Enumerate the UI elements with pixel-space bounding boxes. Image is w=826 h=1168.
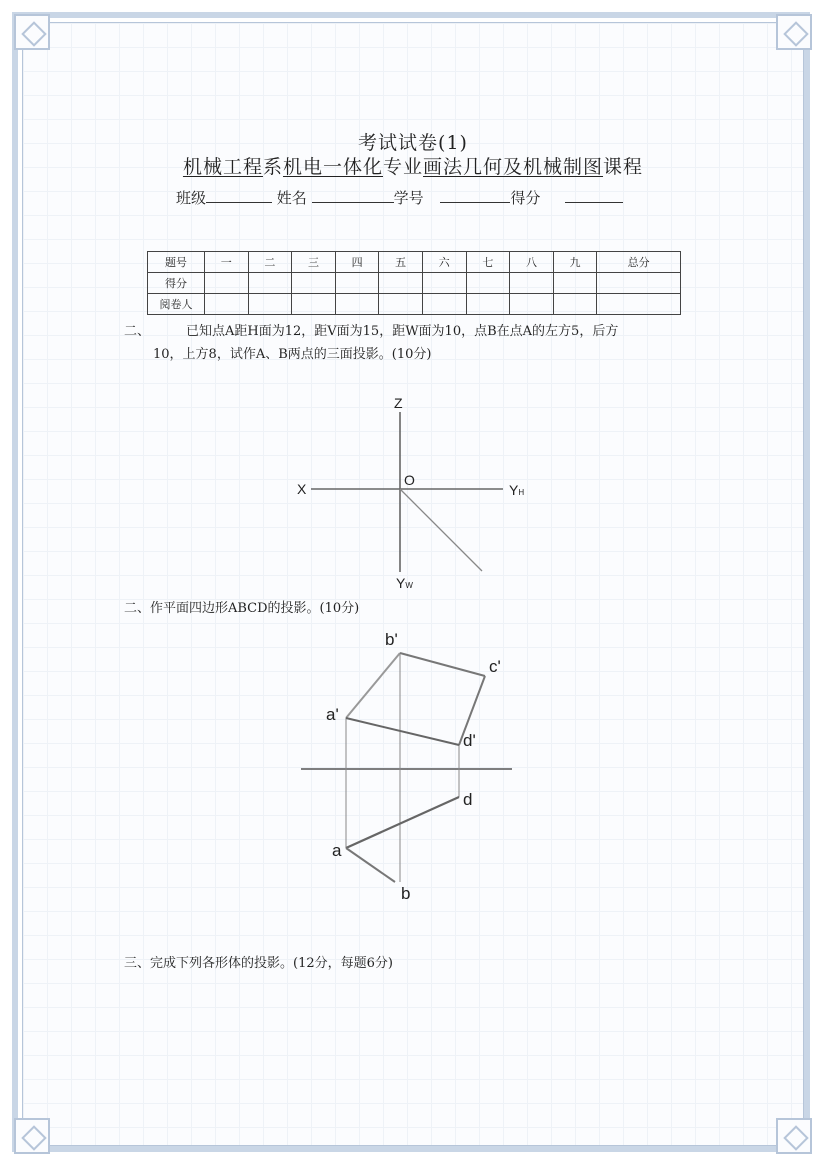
yh-subscript: H [518, 488, 525, 497]
table-header-cell: 八 [510, 252, 554, 273]
row-label: 得分 [148, 273, 205, 294]
subtitle-text: 系 [262, 156, 283, 178]
question-3-text: 三、完成下列各形体的投影。(12分，每题6分) [124, 956, 393, 971]
table-header-cell: 六 [422, 252, 466, 273]
exam-title: 考试试卷(1) [358, 132, 468, 154]
table-header-cell: 二 [248, 252, 292, 273]
edge-a-d [346, 797, 459, 848]
class-label: 班级 [176, 189, 207, 207]
x-axis-label: X [297, 481, 307, 497]
table-header-cell: 总分 [597, 252, 681, 273]
question-1-number: 二、 [124, 324, 151, 339]
edge-a-b-prime [346, 653, 400, 718]
question-2-text: 二、作平面四边形ABCD的投影。(10分) [124, 601, 360, 616]
point-c-prime-label: c' [489, 657, 501, 676]
subtitle-text: 课程 [603, 156, 644, 178]
score-label: 得分 [510, 189, 541, 207]
yh-axis-label [509, 482, 524, 498]
edge-a-d-prime [346, 718, 459, 745]
yh-axis-letter: Y [509, 482, 519, 498]
question-1-line-2: 10，上方8，试作A、B两点的三面投影。(10分) [153, 347, 432, 362]
yw-subscript: W [405, 581, 413, 590]
table-header-cell: 四 [335, 252, 379, 273]
z-axis-label: Z [394, 395, 403, 411]
table-header-cell: 三 [292, 252, 336, 273]
table-header-cell: 题号 [148, 252, 205, 273]
45-degree-line [400, 489, 482, 571]
table-header-cell: 五 [379, 252, 423, 273]
subtitle-text: 专业 [383, 156, 424, 178]
point-d-label: d [463, 790, 473, 809]
point-d-prime-label: d' [463, 731, 476, 750]
subtitle-department: 机械工程 [182, 156, 263, 178]
point-a-prime-label: a' [326, 705, 339, 724]
student-id-label: 学号 [393, 189, 424, 207]
table-header-cell: 七 [466, 252, 510, 273]
table-header-cell: 九 [553, 252, 597, 273]
row-label: 阅卷人 [148, 294, 205, 315]
edge-a-b [346, 848, 395, 882]
subtitle-major: 机电一体化 [282, 156, 383, 178]
question-1-line-1: 已知点A距H面为12，距V面为15，距W面为10，点B在点A的左方5，后方 [186, 324, 619, 339]
point-b-label: b [401, 884, 411, 903]
edge-b-c-prime [400, 653, 485, 676]
yw-axis-label [396, 575, 413, 591]
origin-label: O [404, 472, 415, 488]
point-b-prime-label: b' [385, 630, 398, 649]
yw-axis-letter: Y [396, 575, 406, 591]
axes-diagram [311, 412, 503, 572]
name-label: 姓名 [276, 189, 307, 207]
point-a-label: a [332, 841, 342, 860]
subtitle-course: 画法几何及机械制图 [423, 156, 604, 178]
table-header-cell: 一 [205, 252, 249, 273]
